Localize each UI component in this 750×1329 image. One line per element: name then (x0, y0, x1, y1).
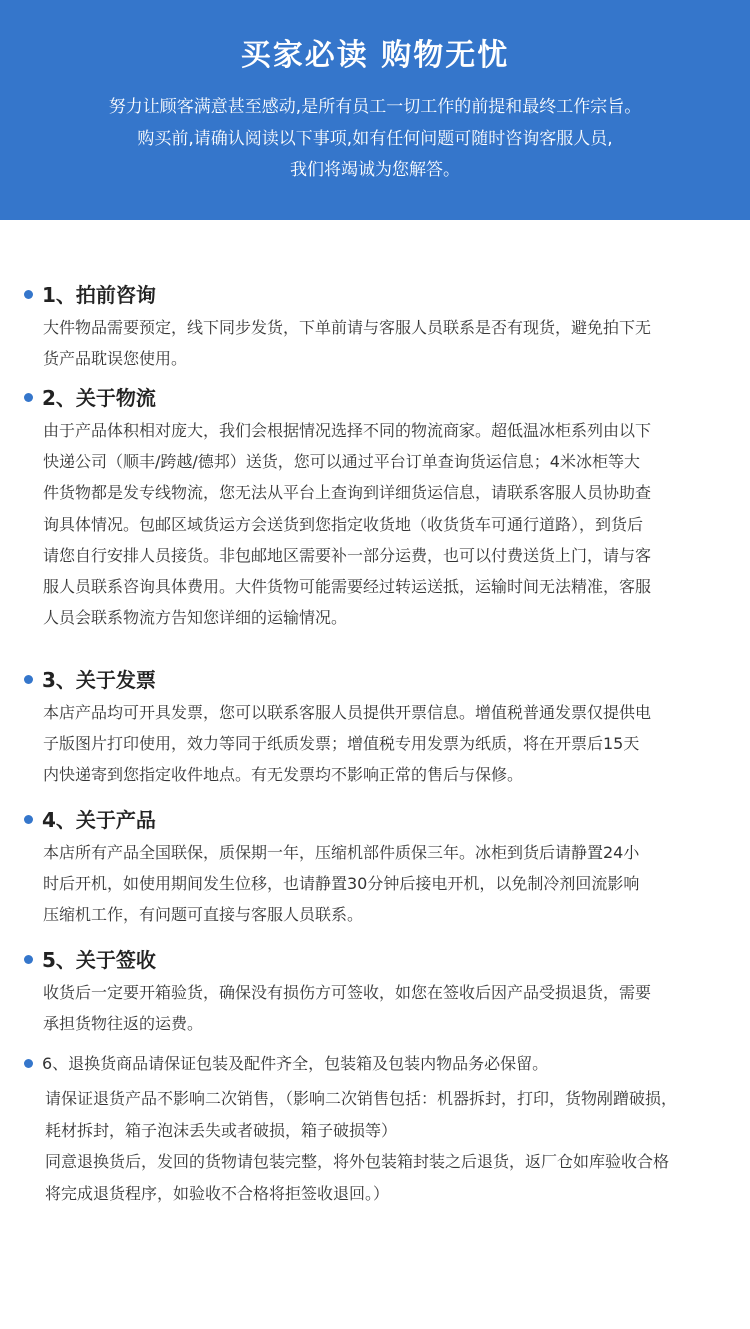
bullet-dot-icon (24, 393, 33, 402)
bullet-dot-icon (24, 1059, 33, 1068)
paragraph-line: 时后开机，如使用期间发生位移，也请静置30分钟后接电开机，以免制冷剂回流影响 (43, 874, 640, 894)
section-body (43, 837, 723, 931)
section-heading (0, 665, 750, 695)
paragraph-line: 内快递寄到您指定收件地点。有无发票均不影响正常的售后与保修。 (43, 765, 524, 785)
paragraph-line: 子版图片打印使用，效力等同于纸质发票；增值税专用发票为纸质，将在开票后15天 (43, 734, 640, 754)
header-intro-line-2: 购买前,请确认阅读以下事项,如有任何问题可随时咨询客服人员, (137, 129, 613, 149)
section-body (43, 312, 723, 374)
paragraph-line: 快递公司（顺丰/跨越/德邦）送货，您可以通过平台订单查询货运信息；4米冰柜等大 (43, 452, 640, 472)
header-intro-line-3: 我们将竭诚为您解答。 (290, 160, 460, 180)
header-intro-line-1: 努力让顾客满意甚至感动,是所有员工一切工作的前提和最终工作宗旨。 (108, 97, 642, 117)
section-heading (0, 1049, 750, 1079)
section-title: 4、关于产品 (42, 808, 156, 832)
paragraph-line: 本店产品均可开具发票，您可以联系客服人员提供开票信息。增值税普通发票仅提供电 (43, 703, 652, 722)
paragraph-line: 请您自行安排人员接货。非包邮地区需要补一部分运费，也可以付费送货上门，请与客 (43, 545, 652, 565)
section-heading (0, 805, 750, 835)
paragraph-line: 同意退换货后，发回的货物请包装完整，将外包装箱封装之后退货，返厂仓如库验收合格 (45, 1152, 670, 1171)
bullet-dot-icon (24, 815, 33, 824)
section-body (43, 977, 723, 1039)
section-title: 1、拍前咨询 (42, 283, 156, 307)
paragraph-line: 服人员联系咨询具体费用。大件货物可能需要经过转运送抵，运输时间无法精准，客服 (43, 576, 652, 596)
paragraph-line: 询具体情况。包邮区域货运方会送货到您指定收货地（收货货车可通行道路），到货后 (43, 514, 644, 534)
paragraph-line: 人员会联系物流方告知您详细的运输情况。 (43, 608, 348, 628)
paragraph-line: 货产品耽误您使用。 (43, 349, 188, 369)
section-body (43, 697, 723, 791)
section-body (45, 1083, 735, 1209)
section-heading (0, 383, 750, 413)
page-title: 买家必读 购物无忧 (240, 38, 510, 73)
section-title: 5、关于签收 (42, 948, 156, 972)
paragraph-line: 请保证退货产品不影响二次销售，（影响二次销售包括：机器拆封，打印，货物剐蹭破损， (45, 1089, 678, 1108)
section-heading (0, 280, 750, 310)
paragraph-line: 将完成退货程序，如验收不合格将拒签收退回。） (45, 1183, 390, 1203)
paragraph-line: 承担货物往返的运费。 (43, 1014, 204, 1034)
paragraph-line: 本店所有产品全国联保，质保期一年，压缩机部件质保三年。冰柜到货后请静置24小 (43, 843, 640, 862)
section-title: 6、退换货商品请保证包装及配件齐全，包装箱及包装内物品务必保留。 (42, 1054, 549, 1073)
header-banner (0, 0, 750, 220)
bullet-dot-icon (24, 290, 33, 299)
section-heading (0, 945, 750, 975)
paragraph-line: 件货物都是发专线物流，您无法从平台上查询到详细货运信息，请联系客服人员协助查 (43, 483, 652, 503)
paragraph-line: 大件物品需要预定，线下同步发货，下单前请与客服人员联系是否有现货，避免拍下无 (43, 318, 652, 337)
section-title: 2、关于物流 (42, 386, 156, 410)
paragraph-line: 收货后一定要开箱验货，确保没有损伤方可签收，如您在签收后因产品受损退货，需要 (43, 983, 652, 1002)
section-title: 3、关于发票 (42, 668, 156, 692)
paragraph-line: 由于产品体积相对庞大，我们会根据情况选择不同的物流商家。超低温冰柜系列由以下 (43, 421, 652, 440)
paragraph-line: 压缩机工作，有问题可直接与客服人员联系。 (43, 905, 364, 925)
paragraph-line: 耗材拆封，箱子泡沫丢失或者破损，箱子破损等） (45, 1120, 398, 1140)
bullet-dot-icon (24, 675, 33, 684)
section-body (43, 415, 723, 633)
bullet-dot-icon (24, 955, 33, 964)
